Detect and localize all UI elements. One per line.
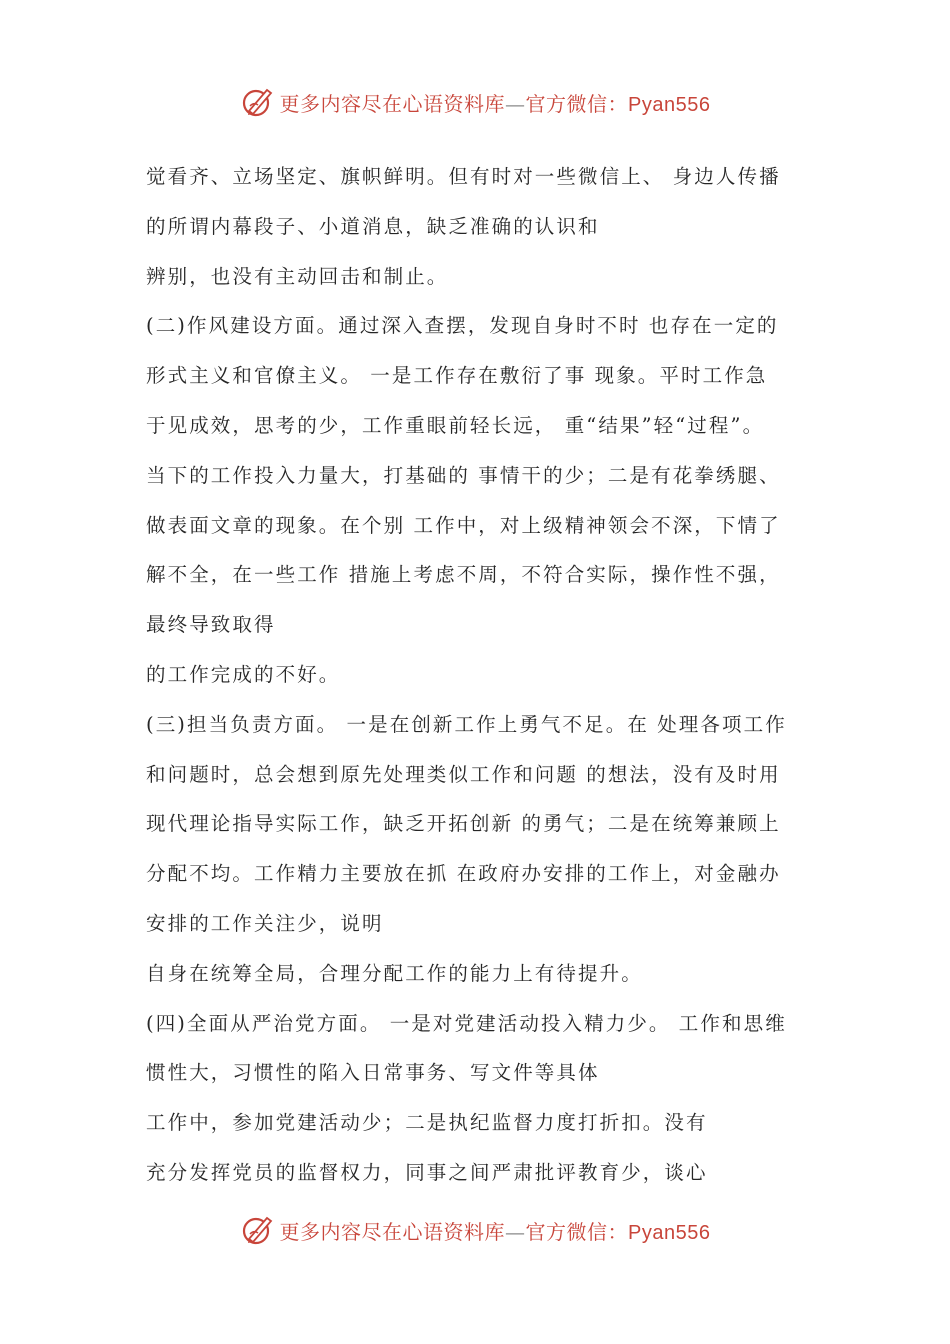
text-line: 惯性大，习惯性的陷入日常事务、写文件等具体 (146, 1061, 600, 1085)
watermark-account: Pyan556 (628, 93, 711, 116)
pen-logo-icon (240, 84, 276, 120)
header-watermark (0, 82, 950, 122)
document-body (146, 152, 836, 1198)
text-line: 做表面文章的现象。在个别 工作中，对上级精神领会不深，下情了 (146, 513, 781, 537)
watermark-dash: — (505, 91, 526, 116)
text-line: 于见成效，思考的少，工作重眼前轻长远， 重“结果”轻“过程”。 (146, 413, 765, 437)
section-heading-line: (三)担当负责方面。 一是在创新工作上勇气不足。在 处理各项工作 (146, 712, 787, 736)
text-line: 分配不均。工作精力主要放在抓 在政府办安排的工作上，对金融办 (146, 862, 781, 886)
text-line: 现代理论指导实际工作，缺乏开拓创新 的勇气；二是在统筹兼顾上 (146, 812, 781, 836)
text-line: 和问题时，总会想到原先处理类似工作和问题 的想法，没有及时用 (146, 762, 781, 786)
text-line: 自身在统筹全局，合理分配工作的能力上有待提升。 (146, 961, 643, 985)
watermark-brand: 更多内容尽在心语资料库 (279, 1219, 506, 1244)
text-line: 充分发挥党员的监督权力，同事之间严肃批评教育少，谈心 (146, 1160, 708, 1184)
text-line: 当下的工作投入力量大，打基础的 事情干的少；二是有花拳绣腿、 (146, 463, 781, 487)
text-line: 觉看齐、立场坚定、旗帜鲜明。但有时对一些微信上、 身边人传播 (146, 165, 781, 188)
watermark-dash: — (505, 1219, 526, 1244)
text-line: 安排的工作关注少，说明 (146, 911, 384, 935)
watermark-channel: 官方微信： (525, 1219, 629, 1244)
watermark-account: Pyan556 (628, 1221, 711, 1244)
watermark-channel: 官方微信： (525, 91, 629, 116)
watermark-text (280, 88, 711, 117)
section-heading-line: (四)全面从严治党方面。 一是对党建活动投入精力少。 工作和思维 (146, 1011, 787, 1035)
footer-watermark (0, 1210, 950, 1250)
text-line: 的工作完成的不好。 (146, 662, 341, 686)
watermark-brand: 更多内容尽在心语资料库 (279, 91, 506, 116)
watermark-text (280, 1216, 711, 1245)
text-line: 的所谓内幕段子、小道消息，缺乏准确的认识和 (146, 214, 600, 238)
text-line: 形式主义和官僚主义。 一是工作存在敷衍了事 现象。平时工作急 (146, 364, 768, 388)
pen-logo-icon (240, 1212, 276, 1248)
text-line: 工作中，参加党建活动少；二是执纪监督力度打折扣。没有 (146, 1111, 708, 1135)
text-line: 辨别，也没有主动回击和制止。 (146, 264, 449, 288)
text-line: 解不全，在一些工作 措施上考虑不周，不符合实际，操作性不强， (146, 563, 781, 587)
section-heading-line: (二)作风建设方面。通过深入查摆，发现自身时不时 也存在一定的 (146, 314, 779, 338)
text-line: 最终导致取得 (146, 613, 276, 637)
